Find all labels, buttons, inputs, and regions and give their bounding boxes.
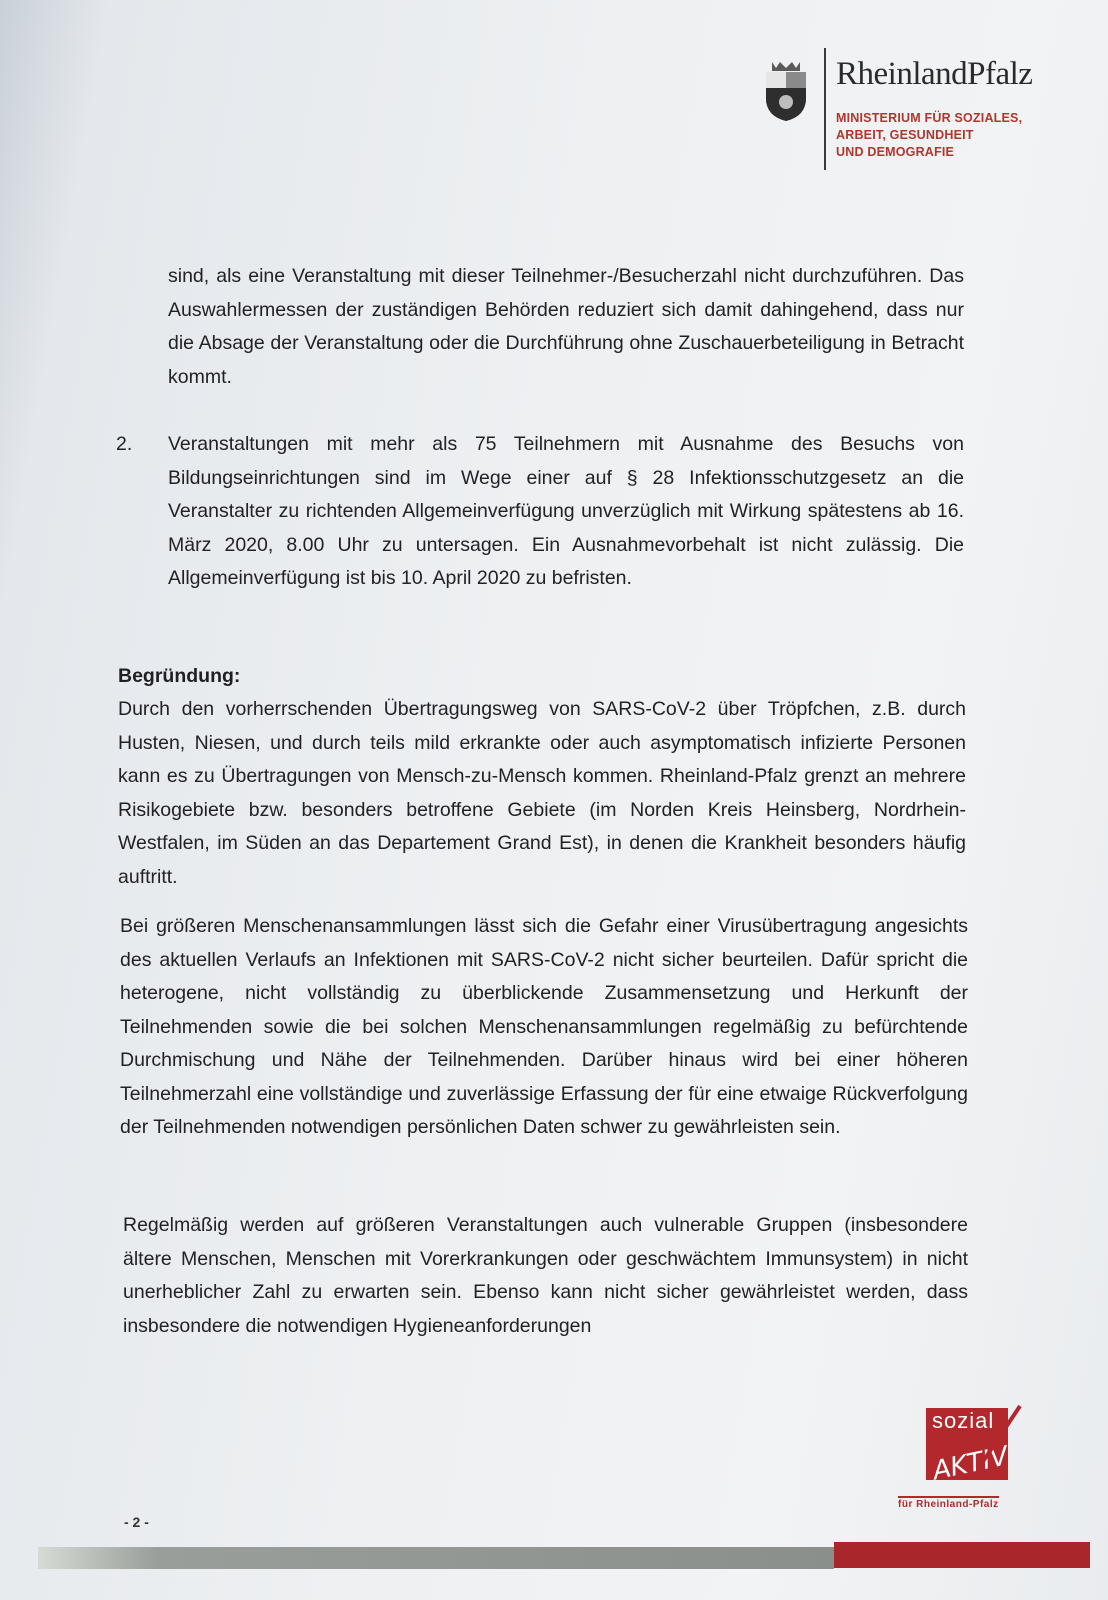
paragraph-text: Regelmäßig werden auf größeren Veranstaltungen auch vulnerable Gruppen (insbesondere ältere Menschen, Menschen mit Vorerkrankungen oder geschwächtem Immunsystem) in nicht unerheblicher Zahl zu erwarten sein. Ebenso kann nicht sicher gewährleistet werden, dass insbesondere die notwendigen Hygieneanforderungen — [123, 1214, 968, 1337]
reason-paragraph-2 — [120, 910, 968, 1145]
ministry-line: MINISTERIUM FÜR SOZIALES, — [836, 111, 1023, 125]
reason-paragraph-1 — [118, 693, 966, 894]
logo-word: sozial — [932, 1408, 995, 1433]
footer-bar-red — [834, 1542, 1090, 1568]
sozial-aktiv-logo — [880, 1396, 1050, 1516]
paragraph-text: Bei größeren Menschenansammlungen lässt sich die Gefahr einer Virusübertragung angesichts des aktuellen Verlaufs an Infektionen mit SARS-CoV-2 nicht sicher beurteilen. Dafür spricht die heterogene, nicht vollständig zu überblickende Zusammensetzung und Herkunft der Teilnehmenden sowie die bei solchen Menschenansammlungen regelmäßig zu befürchtende Durchmischung und Nähe der Teilnehmenden. Darüber hinaus wird bei einer höheren Teilnehmerzahl eine vollständige und zuverlässige Erfassung der für eine etwaige Rückverfolgung der Teilnehmenden notwendigen persönlichen Daten schwer zu gewährleisten sein. — [120, 915, 968, 1138]
ministry-name — [836, 110, 1022, 161]
logo-divider — [824, 48, 826, 170]
section-heading: Begründung: — [118, 665, 241, 687]
paragraph-text: sind, als eine Veranstaltung mit dieser Teilnehmer-/Besucherzahl nicht durchzuführen. Das Auswahlermessen der zuständigen Behörden reduziert sich damit dahingehend, dass nur die Absage der Veranstaltung oder die Durchführung ohne Zuschauerbeteiligung in Betracht kommt. — [168, 265, 964, 388]
footer-bar-grey — [38, 1547, 834, 1569]
item-number: 2. — [116, 433, 133, 455]
ministry-logo — [762, 48, 1062, 178]
logo-subtitle: für Rheinland-Pfalz — [898, 1496, 999, 1510]
coat-of-arms-icon — [762, 58, 810, 122]
page-number: - 2 - — [124, 1514, 149, 1530]
paragraph-continuation — [168, 260, 964, 394]
reason-paragraph-3 — [123, 1209, 968, 1343]
ministry-line: ARBEIT, GESUNDHEIT — [836, 128, 974, 142]
numbered-item-2 — [116, 428, 964, 596]
paragraph-text: Durch den vorherrschenden Übertragungsweg von SARS-CoV-2 über Tröpfchen, z.B. durch Husten, Niesen, und durch teils mild erkrankte oder auch asymptomatisch infizierte Personen kann es zu Übertragungen von Mensch-zu-Mensch kommen. Rheinland-Pfalz grenzt an mehrere Risikogebiete bzw. besonders betroffene Gebiete (im Norden Kreis Heinsberg, Nordrhein-Westfalen, im Süden an das Departement Grand Est), in denen die Krankheit besonders häufig auftritt. — [118, 698, 966, 888]
item-text: Veranstaltungen mit mehr als 75 Teilnehmern mit Ausnahme des Besuchs von Bildungseinrichtungen sind im Wege einer auf § 28 Infektionsschutzgesetz an die Veranstalter zu richtenden Allgemeinverfügung unverzüglich mit Wirkung spätestens ab 16. März 2020, 8.00 Uhr zu untersagen. Ein Ausnahmevorbehalt ist nicht zulässig. Die Allgemeinverfügung ist bis 10. April 2020 zu befristen. — [168, 433, 964, 589]
brand-name: RheinlandPfalz — [836, 56, 1033, 92]
logo-script-text: AKTIV — [930, 1441, 1011, 1487]
ministry-line: UND DEMOGRAFIE — [836, 145, 955, 159]
